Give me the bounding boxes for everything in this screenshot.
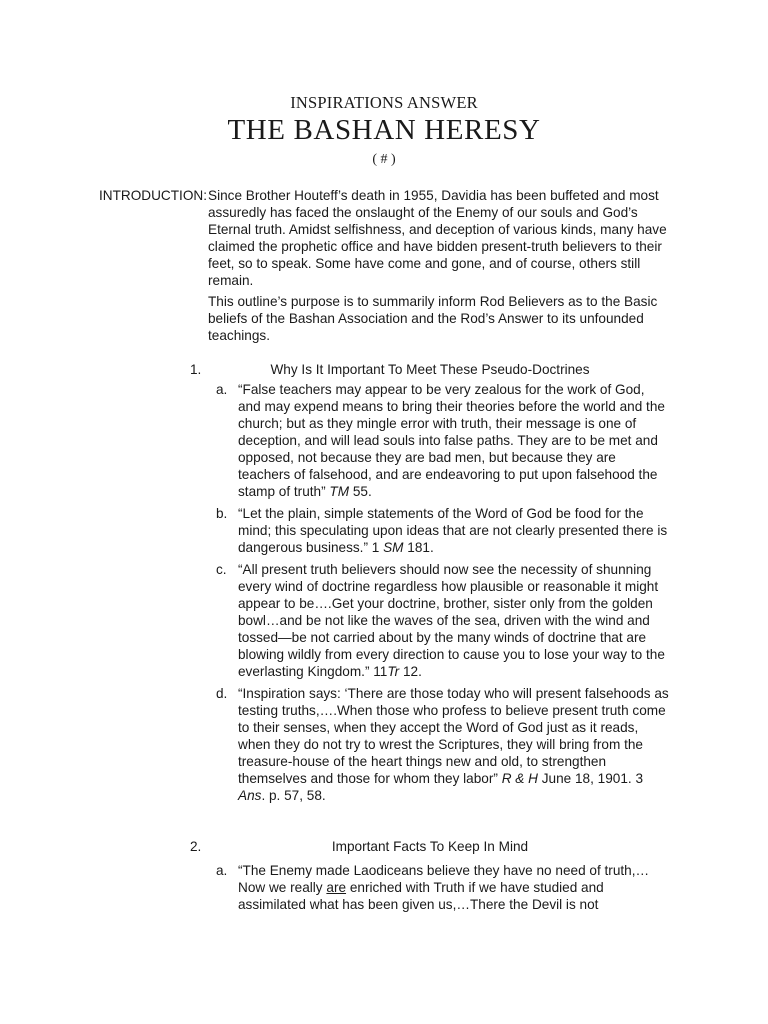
section-1 bbox=[190, 361, 670, 809]
item-reference-tail: June 18, 1901. 3 bbox=[537, 771, 644, 786]
list-item bbox=[190, 862, 670, 913]
item-text: “Let the plain, simple statements of the Word of God be food for the mind; this speculating upon ideas that are not clearly presented there is dangerous business.” 1 bbox=[238, 506, 668, 555]
item-reference-tail: . p. 57, 58. bbox=[261, 788, 326, 803]
section-number: 1. bbox=[190, 362, 202, 377]
section-title: Important Facts To Keep In Mind bbox=[331, 839, 529, 854]
item-text: “False teachers may appear to be very zealous for the work of God, and may expend means to bring their theories before the world and the church; but as they mingle error with truth, their message is one of deception, and will lead souls into false paths. They are to be met and opposed, not because they are bad men, but because they are teachers of falsehood, and are endeavoring to put upon falsehood the stamp of truth” bbox=[238, 382, 665, 499]
item-reference-tail: 55. bbox=[349, 484, 372, 499]
section-2 bbox=[190, 838, 670, 918]
introduction-label: INTRODUCTION: bbox=[99, 188, 207, 203]
section-number: 2. bbox=[190, 839, 202, 854]
list-item bbox=[190, 505, 670, 556]
item-underlined-word: are bbox=[326, 880, 347, 895]
list-item bbox=[190, 685, 670, 804]
item-reference-tail: 12. bbox=[399, 664, 422, 679]
item-text: “Inspiration says: ‘There are those today who will present falsehoods as testing truths,….When those who profess to believe present truth come to their senses, when they accept the Word of God just as it reads, when they do not try to wrest the Scriptures, they will bring from the treasure-house of the heart things new and old, to strengthen themselves and those for whom they labor” bbox=[238, 686, 669, 786]
item-letter: c. bbox=[216, 562, 227, 577]
introduction-paragraph: This outline’s purpose is to summarily inform Rod Believers as to the Basic beliefs of the Bashan Association and the Rod’s Answer to its unfounded teachings. bbox=[208, 294, 658, 343]
item-reference: TM bbox=[329, 484, 350, 499]
list-item bbox=[190, 381, 670, 500]
item-reference: Tr bbox=[387, 664, 400, 679]
item-text: enriched with Truth if we have studied and assimilated what has been given us,…There the Devil is not bbox=[238, 880, 604, 912]
item-reference-tail: 181. bbox=[403, 540, 434, 555]
list-item bbox=[190, 561, 670, 680]
item-reference: Ans bbox=[238, 788, 262, 803]
introduction-paragraph: Since Brother Houteff’s death in 1955, Davidia has been buffeted and most assuredly has faced the onslaught of the Enemy of our souls and God’s Eternal truth. Amidst selfishness, and deception of various kinds, many have claimed the prophetic office and have bidden present-truth believers to their feet, so to speak. Some have come and gone, and of course, others still remain. bbox=[208, 188, 667, 288]
item-reference: R & H bbox=[501, 771, 538, 786]
item-letter: b. bbox=[216, 506, 228, 521]
item-reference: SM bbox=[383, 540, 404, 555]
item-letter: a. bbox=[216, 382, 228, 397]
section-heading bbox=[190, 838, 670, 862]
document-title: THE BASHAN HERESY bbox=[227, 114, 541, 146]
introduction-body bbox=[208, 187, 678, 348]
item-text: “The Enemy made Laodiceans believe they have no need of truth,…Now we really bbox=[238, 863, 650, 895]
section-title: Why Is It Important To Meet These Pseudo-Doctrines bbox=[270, 362, 590, 377]
section-heading bbox=[190, 361, 670, 381]
item-letter: a. bbox=[216, 863, 228, 878]
document-number: ( # ) bbox=[372, 152, 396, 167]
item-text: “All present truth believers should now see the necessity of shunning every wind of doctrine regardless how plausible or reasonable it might appear to be….Get your doctrine, brother, sister only from the golden bowl…and be not like the waves of the sea, driven with the wind and tossed—be not carried about by the many winds of doctrine that are blowing wildly from every direction to cause you to lose your way to the everlasting Kingdom.” 11 bbox=[238, 562, 665, 679]
item-letter: d. bbox=[216, 686, 228, 701]
pre-title: INSPIRATIONS ANSWER bbox=[290, 93, 478, 112]
